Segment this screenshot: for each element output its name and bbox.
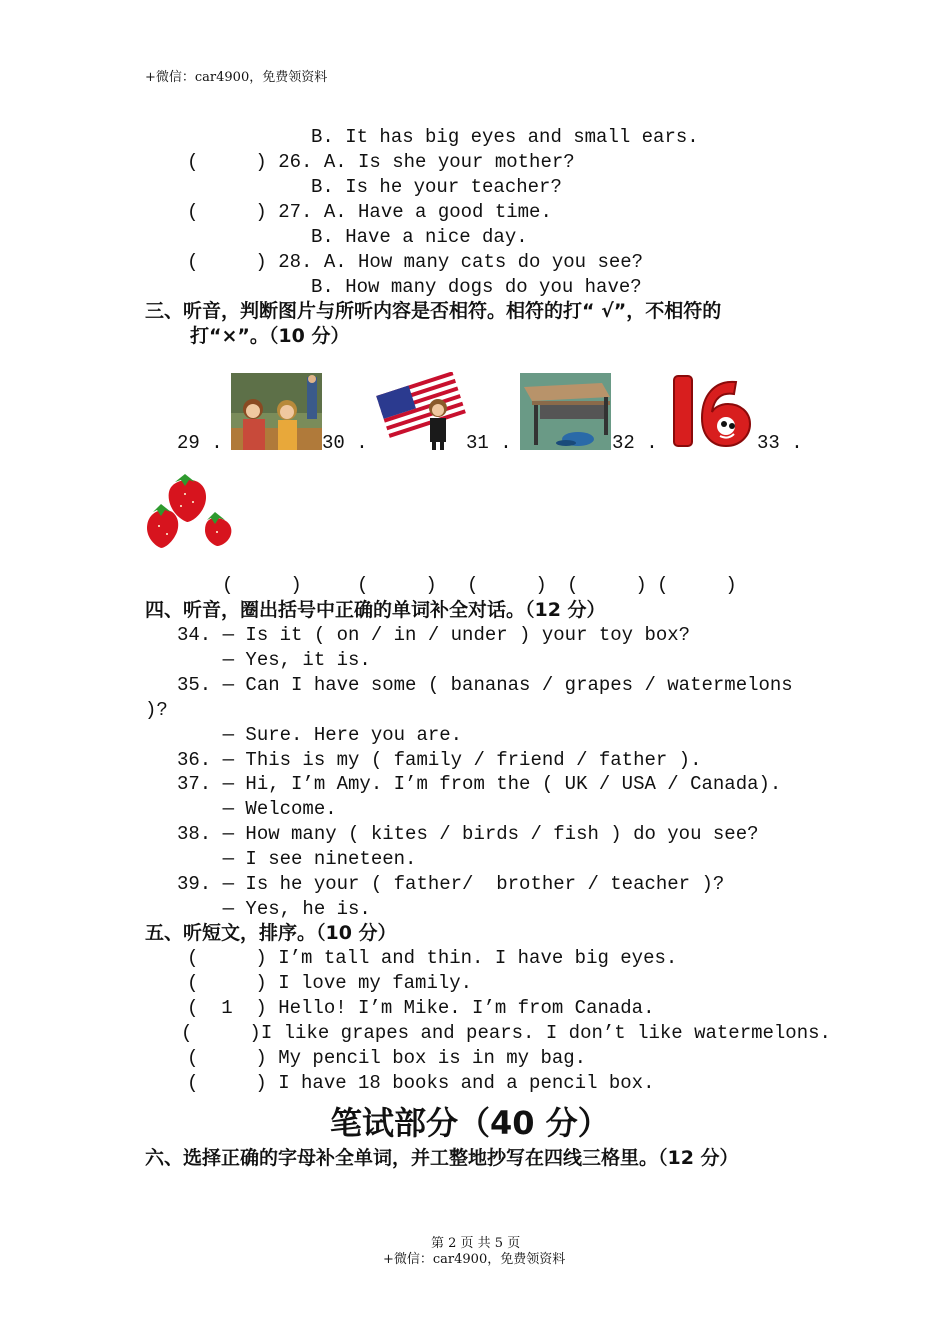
header-note: +微信：car4900，免费领资料 xyxy=(145,70,328,85)
answer-bracket-29[interactable]: ( ) xyxy=(222,574,302,596)
answer-bracket-31[interactable]: ( ) xyxy=(467,574,547,596)
number-16-picture xyxy=(668,372,756,452)
section4-line: 34. — Is it ( on / in / under ) your toy box? xyxy=(177,624,691,646)
section4-line: — I see nineteen. xyxy=(177,848,417,870)
footer-page-number: 第 2 页 共 5 页 xyxy=(431,1236,521,1251)
section4-line: 39. — Is he your ( father/ brother / teacher )? xyxy=(177,873,725,895)
section4-line: — Sure. Here you are. xyxy=(177,724,463,746)
section5-line: ( ) I love my family. xyxy=(187,972,473,994)
section5-line: ( ) I’m tall and thin. I have big eyes. xyxy=(187,947,678,969)
section5-line: ( ) My pencil box is in my bag. xyxy=(187,1047,587,1069)
strawberries-picture xyxy=(145,472,235,552)
section4-title: 四、听音，圈出括号中正确的单词补全对话。（12 分） xyxy=(145,599,606,621)
label-32: 32 . xyxy=(612,432,658,454)
q26-option-b: B. Is he your teacher? xyxy=(311,176,562,198)
girls-talking-picture xyxy=(231,373,322,450)
section3-title-line2: 打“×”。（10 分） xyxy=(190,325,350,347)
q27-option-a: ( ) 27. A. Have a good time. xyxy=(187,201,552,223)
american-flag-girl-picture xyxy=(376,372,468,452)
section5-title: 五、听短文，排序。（10 分） xyxy=(145,922,397,944)
answer-bracket-32[interactable]: ( ) xyxy=(567,574,647,596)
q25-option-b: B. It has big eyes and small ears. xyxy=(311,126,699,148)
answer-bracket-33[interactable]: ( ) xyxy=(657,574,737,596)
section4-line: )? xyxy=(145,699,168,721)
section5-line: ( 1 ) Hello! I’m Mike. I’m from Canada. xyxy=(187,997,655,1019)
written-part-title: 笔试部分（40 分） xyxy=(330,1104,610,1142)
desk-cap-picture xyxy=(520,373,611,450)
section6-title: 六、选择正确的字母补全单词，并工整地抄写在四线三格里。（12 分） xyxy=(145,1147,739,1169)
q28-option-b: B. How many dogs do you have? xyxy=(311,276,642,298)
label-30: 30 . xyxy=(322,432,368,454)
section4-line: 38. — How many ( kites / birds / fish ) do you see? xyxy=(177,823,759,845)
label-31: 31 . xyxy=(466,432,512,454)
q27-option-b: B. Have a nice day. xyxy=(311,226,528,248)
q28-option-a: ( ) 28. A. How many cats do you see? xyxy=(187,251,644,273)
label-29: 29 . xyxy=(177,432,223,454)
section4-line: 37. — Hi, I’m Amy. I’m from the ( UK / USA / Canada). xyxy=(177,773,782,795)
section5-line: ( )I like grapes and pears. I don’t like watermelons. xyxy=(181,1022,831,1044)
section4-line: — Yes, it is. xyxy=(177,649,371,671)
section4-line: 35. — Can I have some ( bananas / grapes / watermelons xyxy=(177,674,793,696)
section3-title-line1: 三、听音，判断图片与所听内容是否相符。相符的打“ √”，不相符的 xyxy=(145,300,722,322)
label-33: 33 . xyxy=(757,432,803,454)
answer-bracket-30[interactable]: ( ) xyxy=(357,574,437,596)
footer-note: +微信：car4900，免费领资料 xyxy=(383,1252,566,1267)
q26-option-a: ( ) 26. A. Is she your mother? xyxy=(187,151,575,173)
section4-line: — Welcome. xyxy=(177,798,337,820)
section5-line: ( ) I have 18 books and a pencil box. xyxy=(187,1072,655,1094)
section4-line: — Yes, he is. xyxy=(177,898,371,920)
section4-line: 36. — This is my ( family / friend / father ). xyxy=(177,749,702,771)
